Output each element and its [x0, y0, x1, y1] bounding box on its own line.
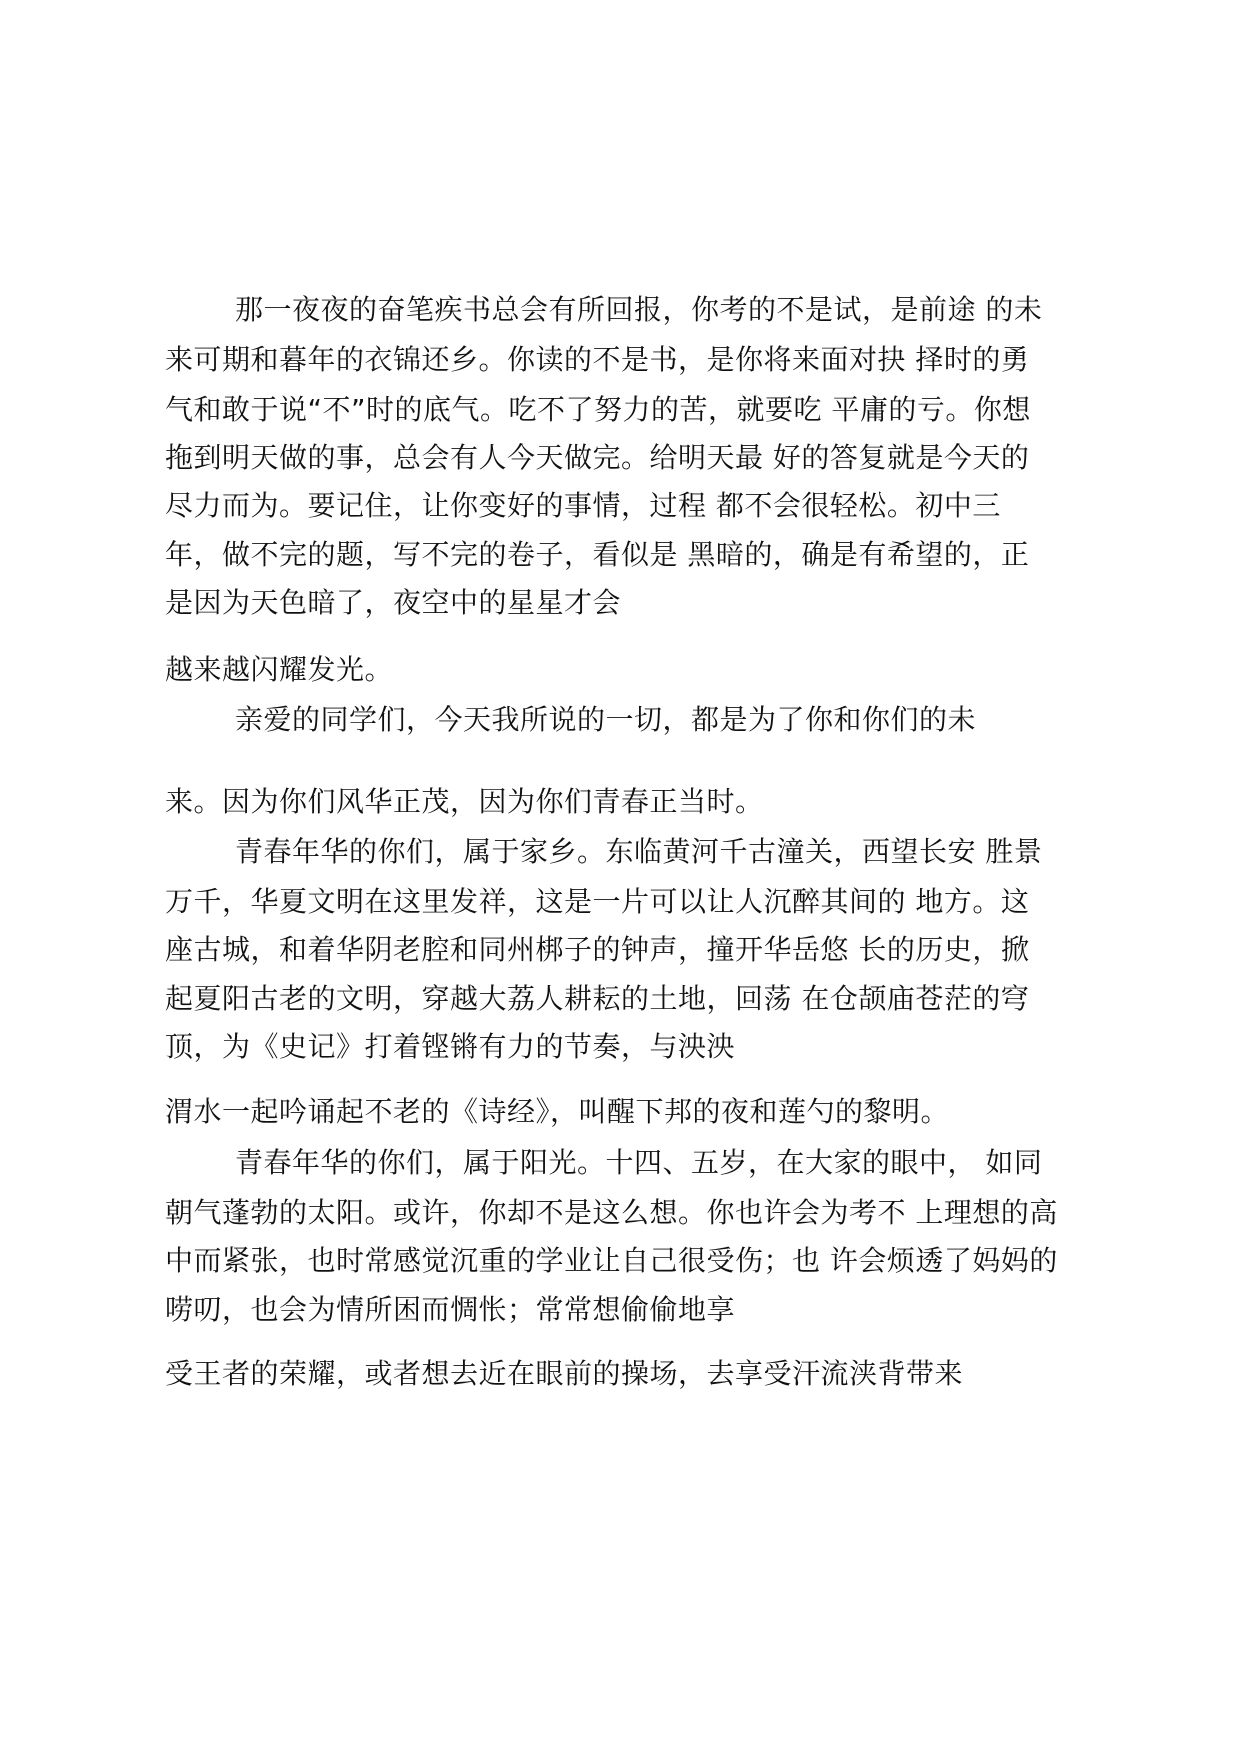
text-line: 来可期和暮年的衣锦还乡。你读的不是书，是你将来面对抉 择时的勇 [165, 343, 1030, 376]
text-line: 唠叨，也会为情所困而惆怅；常常想偷偷地享 [165, 1293, 736, 1326]
text-line: 尽力而为。要记住，让你变好的事情，过程 都不会很轻松。初中三 [165, 489, 1001, 522]
text-line: 朝气蓬勃的太阳。或许，你却不是这么想。你也许会为考不 上理想的高 [165, 1196, 1058, 1229]
text-line: 座古城，和着华阴老腔和同州梆子的钟声，撞开华岳悠 长的历史，掀 [165, 933, 1030, 966]
text-line: 起夏阳古老的文明，穿越大荔人耕耘的土地，回荡 在仓颉庙苍茫的穹 [165, 982, 1030, 1015]
text-line: 那一夜夜的奋笔疾书总会有所回报，你考的不是试，是前途 的未 [235, 293, 1043, 326]
text-line: 亲爱的同学们，今天我所说的一切，都是为了你和你们的未 [235, 703, 977, 736]
text-line: 拖到明天做的事，总会有人今天做完。给明天最 好的答复就是今天的 [165, 441, 1030, 474]
text-line: 越来越闪耀发光。 [165, 653, 394, 686]
text-line: 青春年华的你们，属于家乡。东临黄河千古潼关，西望长安 胜景 [235, 835, 1043, 868]
text-line: 中而紧张，也时常感觉沉重的学业让自己很受伤；也 许会烦透了妈妈的 [165, 1244, 1058, 1277]
text-line: 渭水一起吟诵起不老的《诗经》，叫醒下邦的夜和莲勺的黎明。 [165, 1095, 950, 1128]
text-line: 青春年华的你们，属于阳光。十四、五岁，在大家的眼中， 如同 [235, 1146, 1043, 1179]
text-line: 年，做不完的题，写不完的卷子，看似是 黑暗的，确是有希望的，正 [165, 538, 1030, 571]
text-line: 万千，华夏文明在这里发祥，这是一片可以让人沉醉其间的 地方。这 [165, 885, 1030, 918]
text-line: 受王者的荣耀，或者想去近在眼前的操场，去享受汗流浃背带来 [165, 1357, 964, 1390]
text-line: 是因为天色暗了，夜空中的星星才会 [165, 586, 622, 619]
text-line: 顶，为《史记》打着铿锵有力的节奏，与泱泱 [165, 1030, 736, 1063]
text-line: 来。因为你们风华正茂，因为你们青春正当时。 [165, 785, 764, 818]
text-line: 气和敢于说“不”时的底气。吃不了努力的苦，就要吃 平庸的亏。你想 [165, 393, 1031, 426]
